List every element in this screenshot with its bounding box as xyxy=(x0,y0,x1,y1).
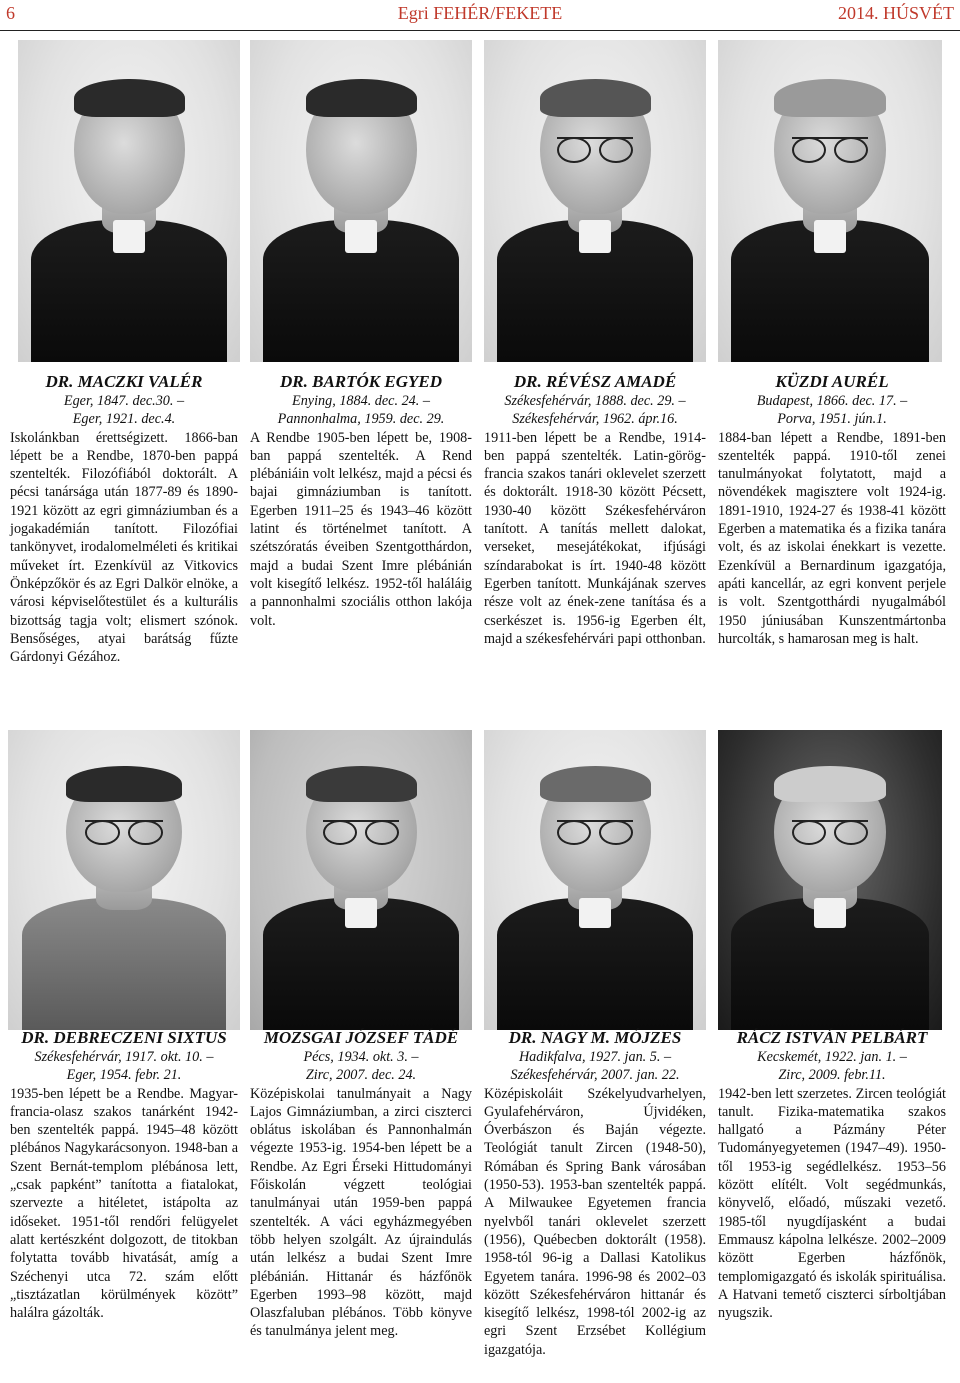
death-line: Eger, 1954. febr. 21. xyxy=(66,1067,182,1084)
portrait-kuzdi-aurel xyxy=(718,40,942,362)
person-name: RÁCZ ISTVÁN PELBÁRT xyxy=(736,1028,928,1047)
person-name: DR. DEBRECZENI SIXTUS xyxy=(21,1028,227,1047)
person-name: DR. BARTÓK EGYED xyxy=(280,372,442,391)
bio-block-debreczeni-sixtus xyxy=(10,1028,238,1322)
publication-title: Egri FEHÉR/FEKETE xyxy=(397,3,563,23)
portrait-nagy-m-mojzes xyxy=(484,730,706,1030)
biography-text: 1935-ben lépett be a Rendbe. Magyar-francia-olasz szakos tanárként 1942-ben szentelték pappá. 1945–48 között plébános Nagykarácsonyon. 1948-ban a Szent Bernát-templom plébánosa lett, „csak papként” tanította a fiatalokat, szervezte a hitéletet, istápolta az időseket. 1951-től rendőri felügyelet alatt kertészként dolgozott, de titokban folytatta tovább hivatását, amíg a Széchenyi utca 72. szám előtt „tisztázatlan körülmények között” halálra gázolták. xyxy=(10,1085,238,1322)
birth-line: Székesfehérvár, 1888. dec. 29. – xyxy=(504,393,686,409)
bio-block-nagy-m-mojzes xyxy=(484,1028,706,1359)
bio-block-mozsgai-jozsef-tade xyxy=(250,1028,472,1341)
birth-line: Eger, 1847. dec.30. – xyxy=(63,393,185,409)
person-name: DR. NAGY M. MÓJZES xyxy=(508,1028,682,1047)
portrait-debreczeni-sixtus xyxy=(8,730,240,1030)
issue-label: 2014. HÚSVÉT xyxy=(838,3,954,23)
death-line: Zirc, 2009. febr.11. xyxy=(778,1067,886,1084)
biography-text: 1884-ban lépett a Rendbe, 1891-ben szentelték pappá. 1910-től zenei tanulmányokat folytatott, majd a növendékek magisztere volt 1924-ig. 1891-1910, 1924-27 és 1938-41 között Egerben a matematika és a fizika tanára volt, és az iskolai énekkart is vezette. Ezenkívül a Bernardinum igazgatója, apáti kancellár, az egri konvent perjele is volt. Szentgotthárdi nyugalmából 1950 júniusában Kunszentmártonba hurcolták, s hamarosan meg is halt. xyxy=(718,429,946,647)
portrait-maczki-valer xyxy=(18,40,240,362)
portrait-mozsgai-jozsef-tade xyxy=(250,730,472,1030)
death-line: Székesfehérvár, 2007. jan. 22. xyxy=(510,1067,680,1084)
biography-text: 1911-ben lépett be a Rendbe, 1914-ben pappá szentelték. Latin-görög-francia szakos tanári oklevelet szerzett és doktorált. 1918-30 között Pécsett, 1930-40 között Székesfehérváron tanított. A tanítás mellett dalokat, verseket, mesejátékokat, ifjúsági színdarabokat is írt. 1940-48 között Egerben tanított. Munkájának szerves része volt az ének-zene tanítása és a cserkészet is. 1956-ig Egerben élt, majd a székesfehérvári papi otthonban. xyxy=(484,429,706,647)
portrait-bartok-egyed xyxy=(250,40,472,362)
person-name: MOZSGAI JÓZSEF TÁDÉ xyxy=(263,1028,459,1047)
birth-line: Budapest, 1866. dec. 17. – xyxy=(756,393,908,409)
bio-block-revesz-amade xyxy=(484,372,706,648)
death-line: Székesfehérvár, 1962. ápr.16. xyxy=(512,411,678,428)
biography-text: A Rendbe 1905-ben lépett be, 1908-ban pappá szentelték. A Rend plébániáin volt lelkész, majd a pécsi és bajai gimnáziumban is tanított. Egerben 1911–25 és 1943–46 között latint és történelmet tanított. A szétszóratás éveiben Szentgotthárdon, majd a budai Szent Imre plébánián volt kisegítő lelkész. 1952-től haláláig a pannonhalmi szociális otthon lakója volt. xyxy=(250,429,472,629)
death-line: Zirc, 2007. dec. 24. xyxy=(305,1067,417,1084)
biography-text: 1942-ben lett szerzetes. Zircen teológiát tanult. Fizika-matematika szakos hallgató a Pázmány Péter Tudományegyetemen (1947–49). 1950-től 1953-ig segédlelkész. 1953–56 között elítélt. Volt segédmunkás, könyvelő, előadó, műszaki vezető. 1985-től nyugdíjasként a budai Emmausz kápolna lelkésze. 2002–2009 között Egerben házfőnök, templomigazgató és iskolák spirituálisa. A Hatvani temető ciszterci sírboltjában nyugszik. xyxy=(718,1085,946,1322)
portrait-racz-istvan-pelbart xyxy=(718,730,942,1030)
death-line: Eger, 1921. dec.4. xyxy=(72,411,176,428)
page-number: 6 xyxy=(6,3,15,23)
bio-block-bartok-egyed xyxy=(250,372,472,630)
person-name: DR. RÉVÉSZ AMADÉ xyxy=(513,372,677,391)
biography-text: Iskolánkban érettségizett. 1866-ban lépett be a Rendbe, 1870-ben pappá szentelték. Filozófiából doktorált. A pécsi tanársága után 1877-89 és 1890-1921 között az egri gimnáziumban és a jogakadémián tanított. Filozófiai tankönyvet, irodalomelméleti és kritikai műveket írt. Ezenkívül az Vitkovics Önképzőkör és az Egri Dalkör elnöke, a városi képviselőtestület és a kulturális bizottság tagja volt; elismert szónok. Bensőséges, atyai barátság fűzte Gárdonyi Gézához. xyxy=(10,429,238,666)
bio-block-racz-istvan-pelbart xyxy=(718,1028,946,1322)
birth-line: Pécs, 1934. okt. 3. – xyxy=(303,1049,419,1065)
death-line: Porva, 1951. jún.1. xyxy=(777,411,887,428)
biography-text: Középiskolai tanulmányait a Nagy Lajos Gimnáziumban, a zirci ciszterci oblátus iskolában és Pannonhalmán végezte 1953-ig. 1954-ben lépett be a Rendbe. Az Egri Érseki Hittudományi Főiskolán végzett teológiai tanulmányai után 1959-ben pappá szentelték. A váci egyházmegyében több helyen szolgált. Az újraindulás után lelkész a budai Szent Imre plébánián. Hittanár és házfőnök Egerben 1993–98 között, majd Olaszfaluban plébános. Több könyve és tanulmánya jelent meg. xyxy=(250,1085,472,1340)
birth-line: Hadikfalva, 1927. jan. 5. – xyxy=(518,1049,672,1065)
biography-text: Középiskoláit Székelyudvarhelyen, Gyulafehérváron, Újvidéken, Óverbászon és Baján végezte. Teológiát tanult Zircen (1948-50), Rómában és Spring Bank városában (1950-53). 1953-ban szentelték pappá. A Milwaukee Egyetemen francia nyelvből tanári oklevelet szerzett (1956), Québecben doktorált (1958). 1958-tól 96-ig a Dallasi Katolikus Egyetem tanára. 1996-98 és 2002–03 között Székesfehérváron hittanár és kisegítő lelkész, 1998-tól 2002-ig az egri Szent Erzsébet Kollégium igazgatója. xyxy=(484,1085,706,1358)
death-line: Pannonhalma, 1959. dec. 29. xyxy=(277,411,445,428)
bio-block-kuzdi-aurel xyxy=(718,372,946,648)
page-header xyxy=(0,0,960,31)
person-name: DR. MACZKI VALÉR xyxy=(45,372,203,391)
birth-line: Székesfehérvár, 1917. okt. 10. – xyxy=(34,1049,214,1065)
portrait-revesz-amade xyxy=(484,40,706,362)
bio-block-maczki-valer xyxy=(10,372,238,666)
birth-line: Enying, 1884. dec. 24. – xyxy=(292,393,430,409)
person-name: KÜZDI AURÉL xyxy=(775,372,889,391)
birth-line: Kecskemét, 1922. jan. 1. – xyxy=(757,1049,907,1065)
